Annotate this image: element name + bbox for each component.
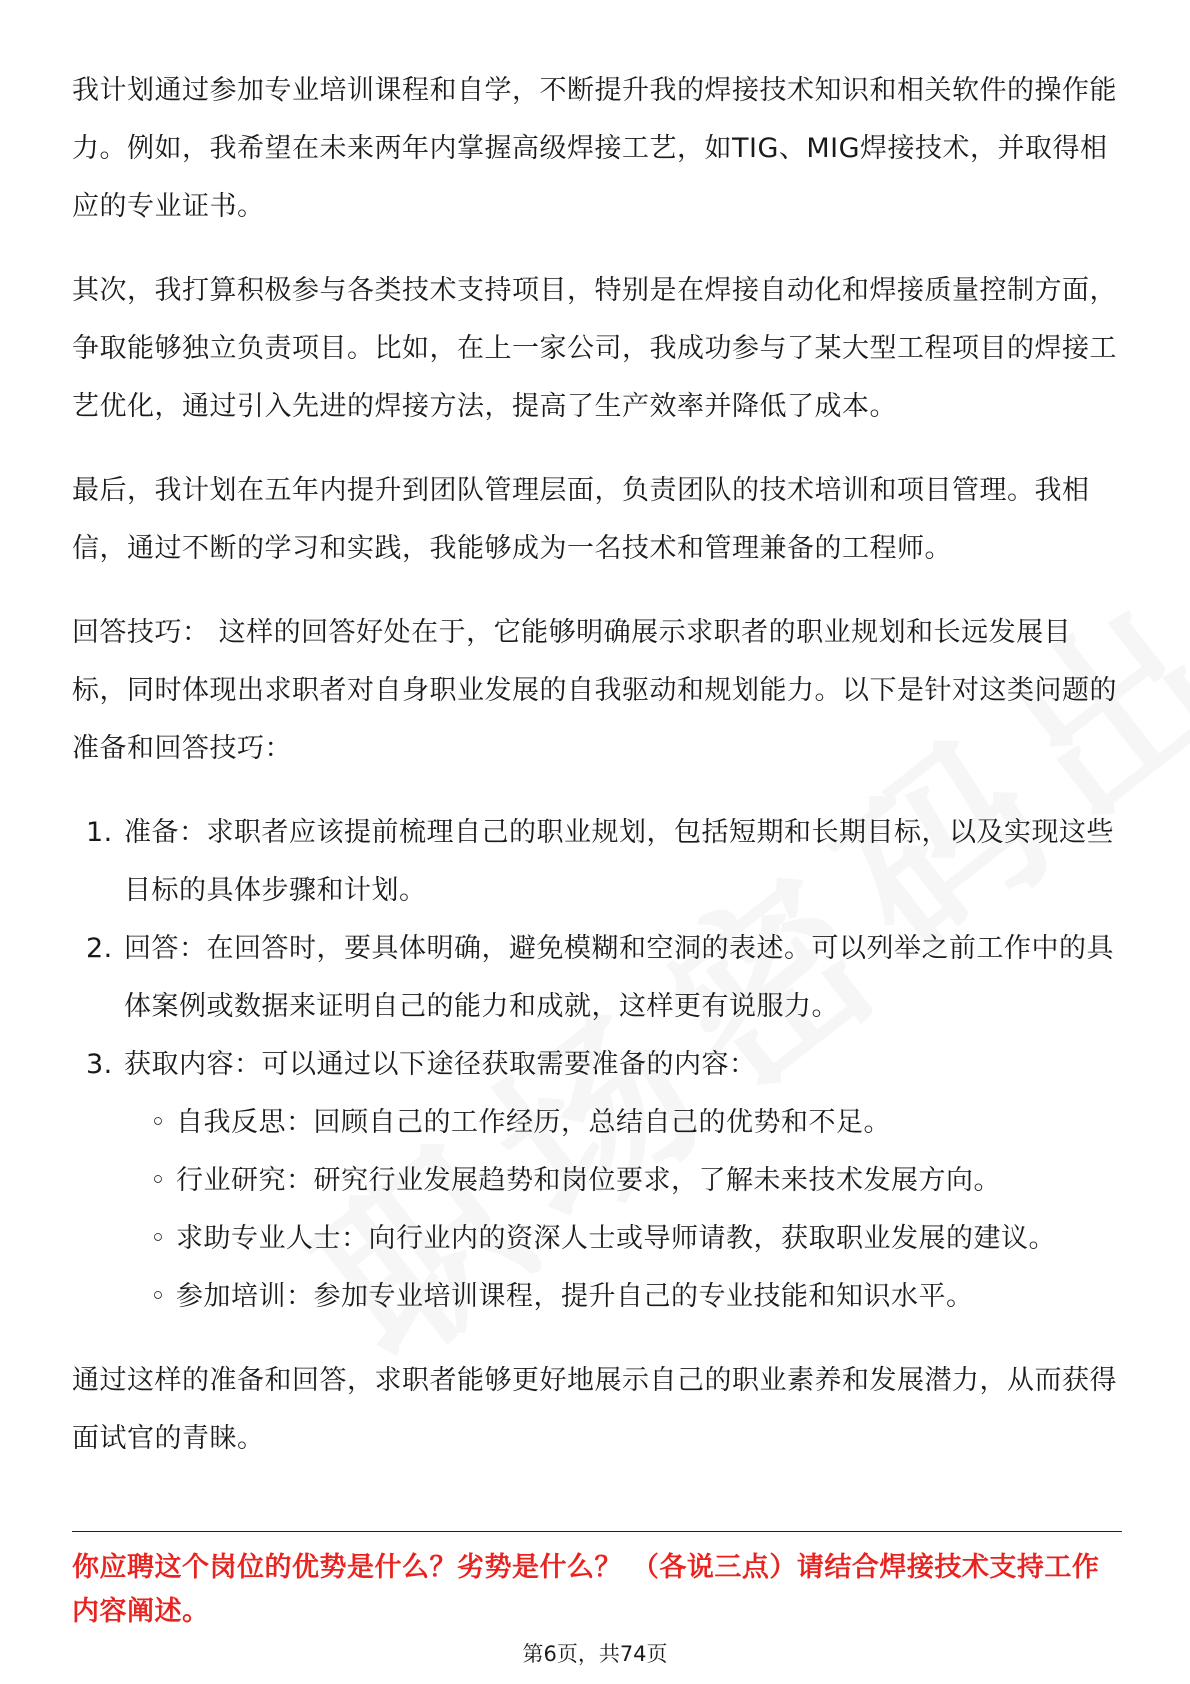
divider <box>72 1531 1122 1532</box>
sub-list-item <box>124 1210 1122 1268</box>
bullet-icon: ◦ <box>150 1223 167 1254</box>
list-item-text: 获取内容：可以通过以下途径获取需要准备的内容： <box>124 1049 757 1080</box>
paragraph-projects: 其次，我打算积极参与各类技术支持项目，特别是在焊接自动化和焊接质量控制方面，争取能够独立负责项目。比如，在上一家公司，我成功参与了某大型工程项目的焊接工艺优化，通过引入先进的焊接方法，提高了生产效率并降低了成本。 <box>72 275 1117 422</box>
paragraph-management: 最后，我计划在五年内提升到团队管理层面，负责团队的技术培训和项目管理。我相信，通过不断的学习和实践，我能够成为一名技术和管理兼备的工程师。 <box>72 475 1090 564</box>
bullet-icon: ◦ <box>150 1281 167 1312</box>
paragraph-training-plan: 我计划通过参加专业培训课程和自学，不断提升我的焊接技术知识和相关软件的操作能力。例如，我希望在未来两年内掌握高级焊接工艺，如TIG、MIG焊接技术，并取得相应的专业证书。 <box>72 75 1117 222</box>
list-item-text: 准备：求职者应该提前梳理自己的职业规划，包括短期和长期目标，以及实现这些目标的具体步骤和计划。 <box>124 817 1114 906</box>
sub-list-item <box>124 1094 1122 1152</box>
bullet-icon: ◦ <box>150 1107 167 1138</box>
sub-list-item <box>124 1268 1122 1326</box>
paragraph-closing: 通过这样的准备和回答，求职者能够更好地展示自己的职业素养和发展潜力，从而获得面试官的青睐。 <box>72 1365 1117 1454</box>
sub-list-item-text: 行业研究：研究行业发展趋势和岗位要求，了解未来技术发展方向。 <box>176 1165 1001 1196</box>
paragraph-answer-tips: 回答技巧： 这样的回答好处在于，它能够明确展示求职者的职业规划和长远发展目标，同时体现出求职者对自身职业发展的自我驱动和规划能力。以下是针对这类问题的准备和回答技巧： <box>72 617 1117 764</box>
list-item-text: 回答：在回答时，要具体明确，避免模糊和空洞的表述。可以列举之前工作中的具体案例或数据来证明自己的能力和成就，这样更有说服力。 <box>124 933 1114 1022</box>
question-heading: 你应聘这个岗位的优势是什么？劣势是什么？ （各说三点）请结合焊接技术支持工作内容阐述。 <box>72 1552 1100 1627</box>
list-number: 3. <box>86 1049 113 1080</box>
bullet-icon: ◦ <box>150 1165 167 1196</box>
list-item <box>72 1036 1122 1326</box>
list-number: 2. <box>86 933 113 964</box>
sub-list-item-text: 求助专业人士：向行业内的资深人士或导师请教，获取职业发展的建议。 <box>176 1223 1056 1254</box>
page-number: 第6页，共74页 <box>522 1642 668 1666</box>
document-body <box>72 62 1122 1494</box>
sub-list-item <box>124 1152 1122 1210</box>
list-item <box>72 920 1122 1036</box>
numbered-list <box>72 804 1122 1326</box>
sub-list-item-text: 参加培训：参加专业培训课程，提升自己的专业技能和知识水平。 <box>176 1281 974 1312</box>
list-item <box>72 804 1122 920</box>
sub-list-item-text: 自我反思：回顾自己的工作经历，总结自己的优势和不足。 <box>176 1107 891 1138</box>
list-number: 1. <box>86 817 113 848</box>
sub-list <box>124 1094 1122 1326</box>
